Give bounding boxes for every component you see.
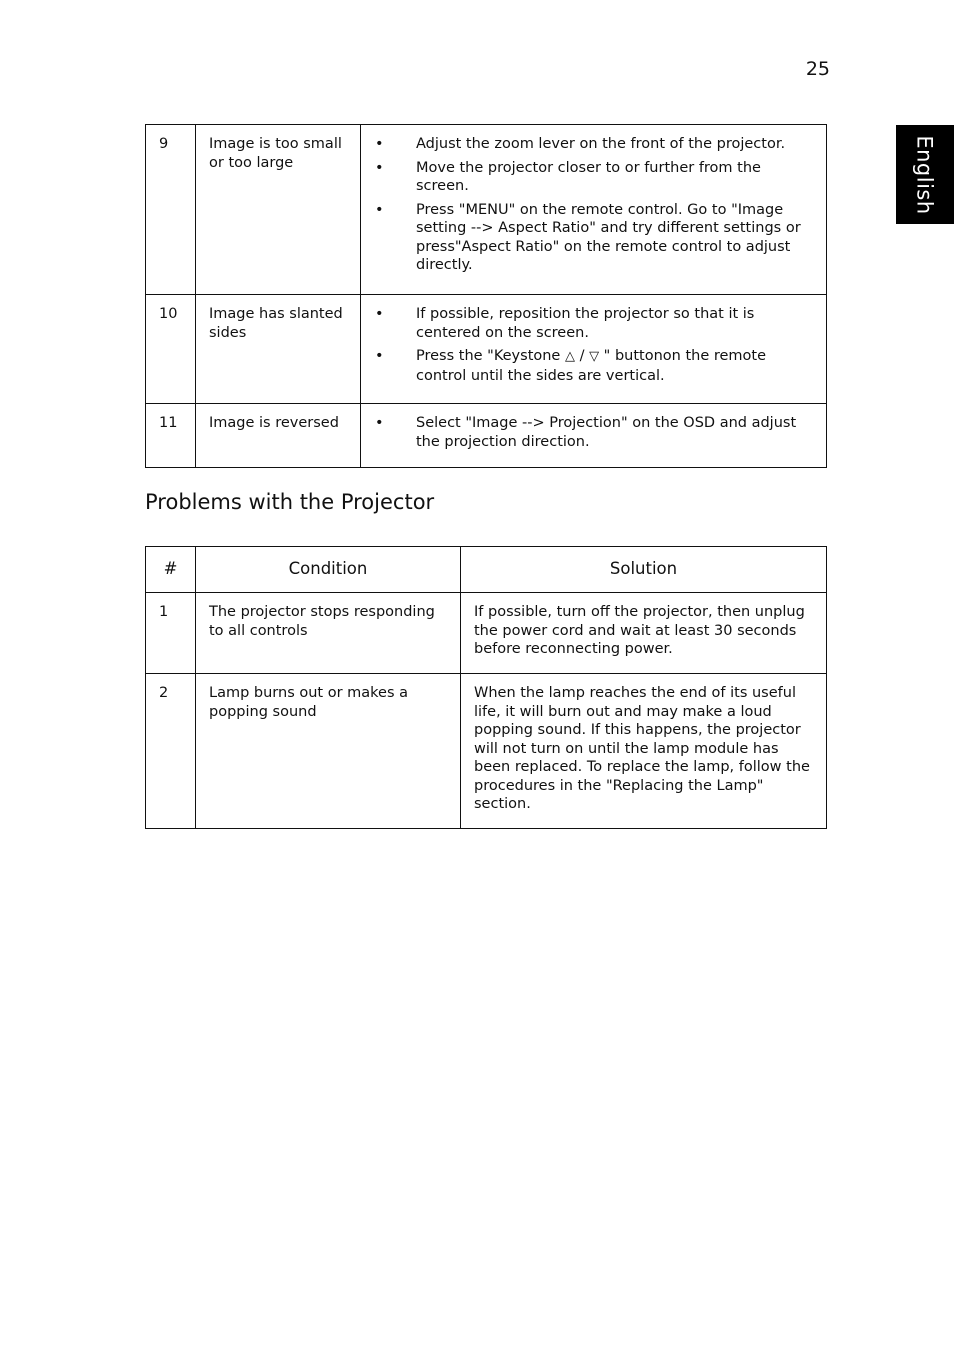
condition-cell: Image is too small or too large	[196, 125, 361, 295]
list-item: • Move the projector closer to or further from the screen.	[375, 159, 761, 194]
row-number: 9	[146, 125, 196, 295]
projector-problems-table	[145, 546, 827, 829]
header-condition: Condition	[196, 547, 461, 593]
table-row	[146, 295, 827, 404]
header-number: #	[146, 547, 196, 593]
row-number: 2	[146, 674, 196, 829]
solution-list	[375, 135, 812, 275]
language-tab	[896, 125, 954, 224]
row-number: 11	[146, 404, 196, 468]
condition-cell: The projector stops responding to all controls	[196, 593, 461, 674]
solution-list	[375, 305, 812, 385]
solution-cell: If possible, turn off the projector, then unplug the power cord and wait at least 30 seconds before reconnecting power.	[461, 593, 827, 674]
solution-cell	[361, 125, 827, 295]
list-item: • Select "Image --> Projection" on the OSD and adjust the projection direction.	[375, 415, 797, 450]
row-number: 10	[146, 295, 196, 404]
solution-cell: When the lamp reaches the end of its useful life, it will burn out and may make a loud popping sound. If this happens, the projector will not turn on until the lamp module has been replaced. To replace the lamp, follow the procedures in the "Replacing the Lamp" section.	[461, 674, 827, 829]
image-problems-table	[145, 124, 827, 468]
list-item: • If possible, reposition the projector so that it is centered on the screen.	[375, 306, 755, 341]
table-header-row	[146, 547, 827, 593]
table-row	[146, 125, 827, 295]
row-number: 1	[146, 593, 196, 674]
section-title: Problems with the Projector	[145, 490, 435, 514]
table-row	[146, 674, 827, 829]
list-item: • Adjust the zoom lever on the front of the projector.	[375, 136, 786, 152]
table-row	[146, 404, 827, 468]
solution-cell	[361, 295, 827, 404]
solution-list	[375, 414, 812, 451]
list-item: • Press the "Keystone △ / ▽ " buttonon the remote control until the sides are vertical.	[375, 348, 767, 384]
page-number: 25	[805, 58, 830, 80]
list-item: • Press "MENU" on the remote control. Go to "Image setting --> Aspect Ratio" and try different settings or press"Aspect Ratio" on the remote control to adjust directly.	[375, 201, 801, 273]
keystone-up-icon: △	[564, 349, 575, 364]
condition-cell: Image is reversed	[196, 404, 361, 468]
condition-cell: Image has slanted sides	[196, 295, 361, 404]
solution-cell	[361, 404, 827, 468]
language-tab-label: English	[913, 134, 938, 215]
condition-cell: Lamp burns out or makes a popping sound	[196, 674, 461, 829]
keystone-down-icon: ▽	[589, 349, 600, 364]
table-row	[146, 593, 827, 674]
header-solution: Solution	[461, 547, 827, 593]
